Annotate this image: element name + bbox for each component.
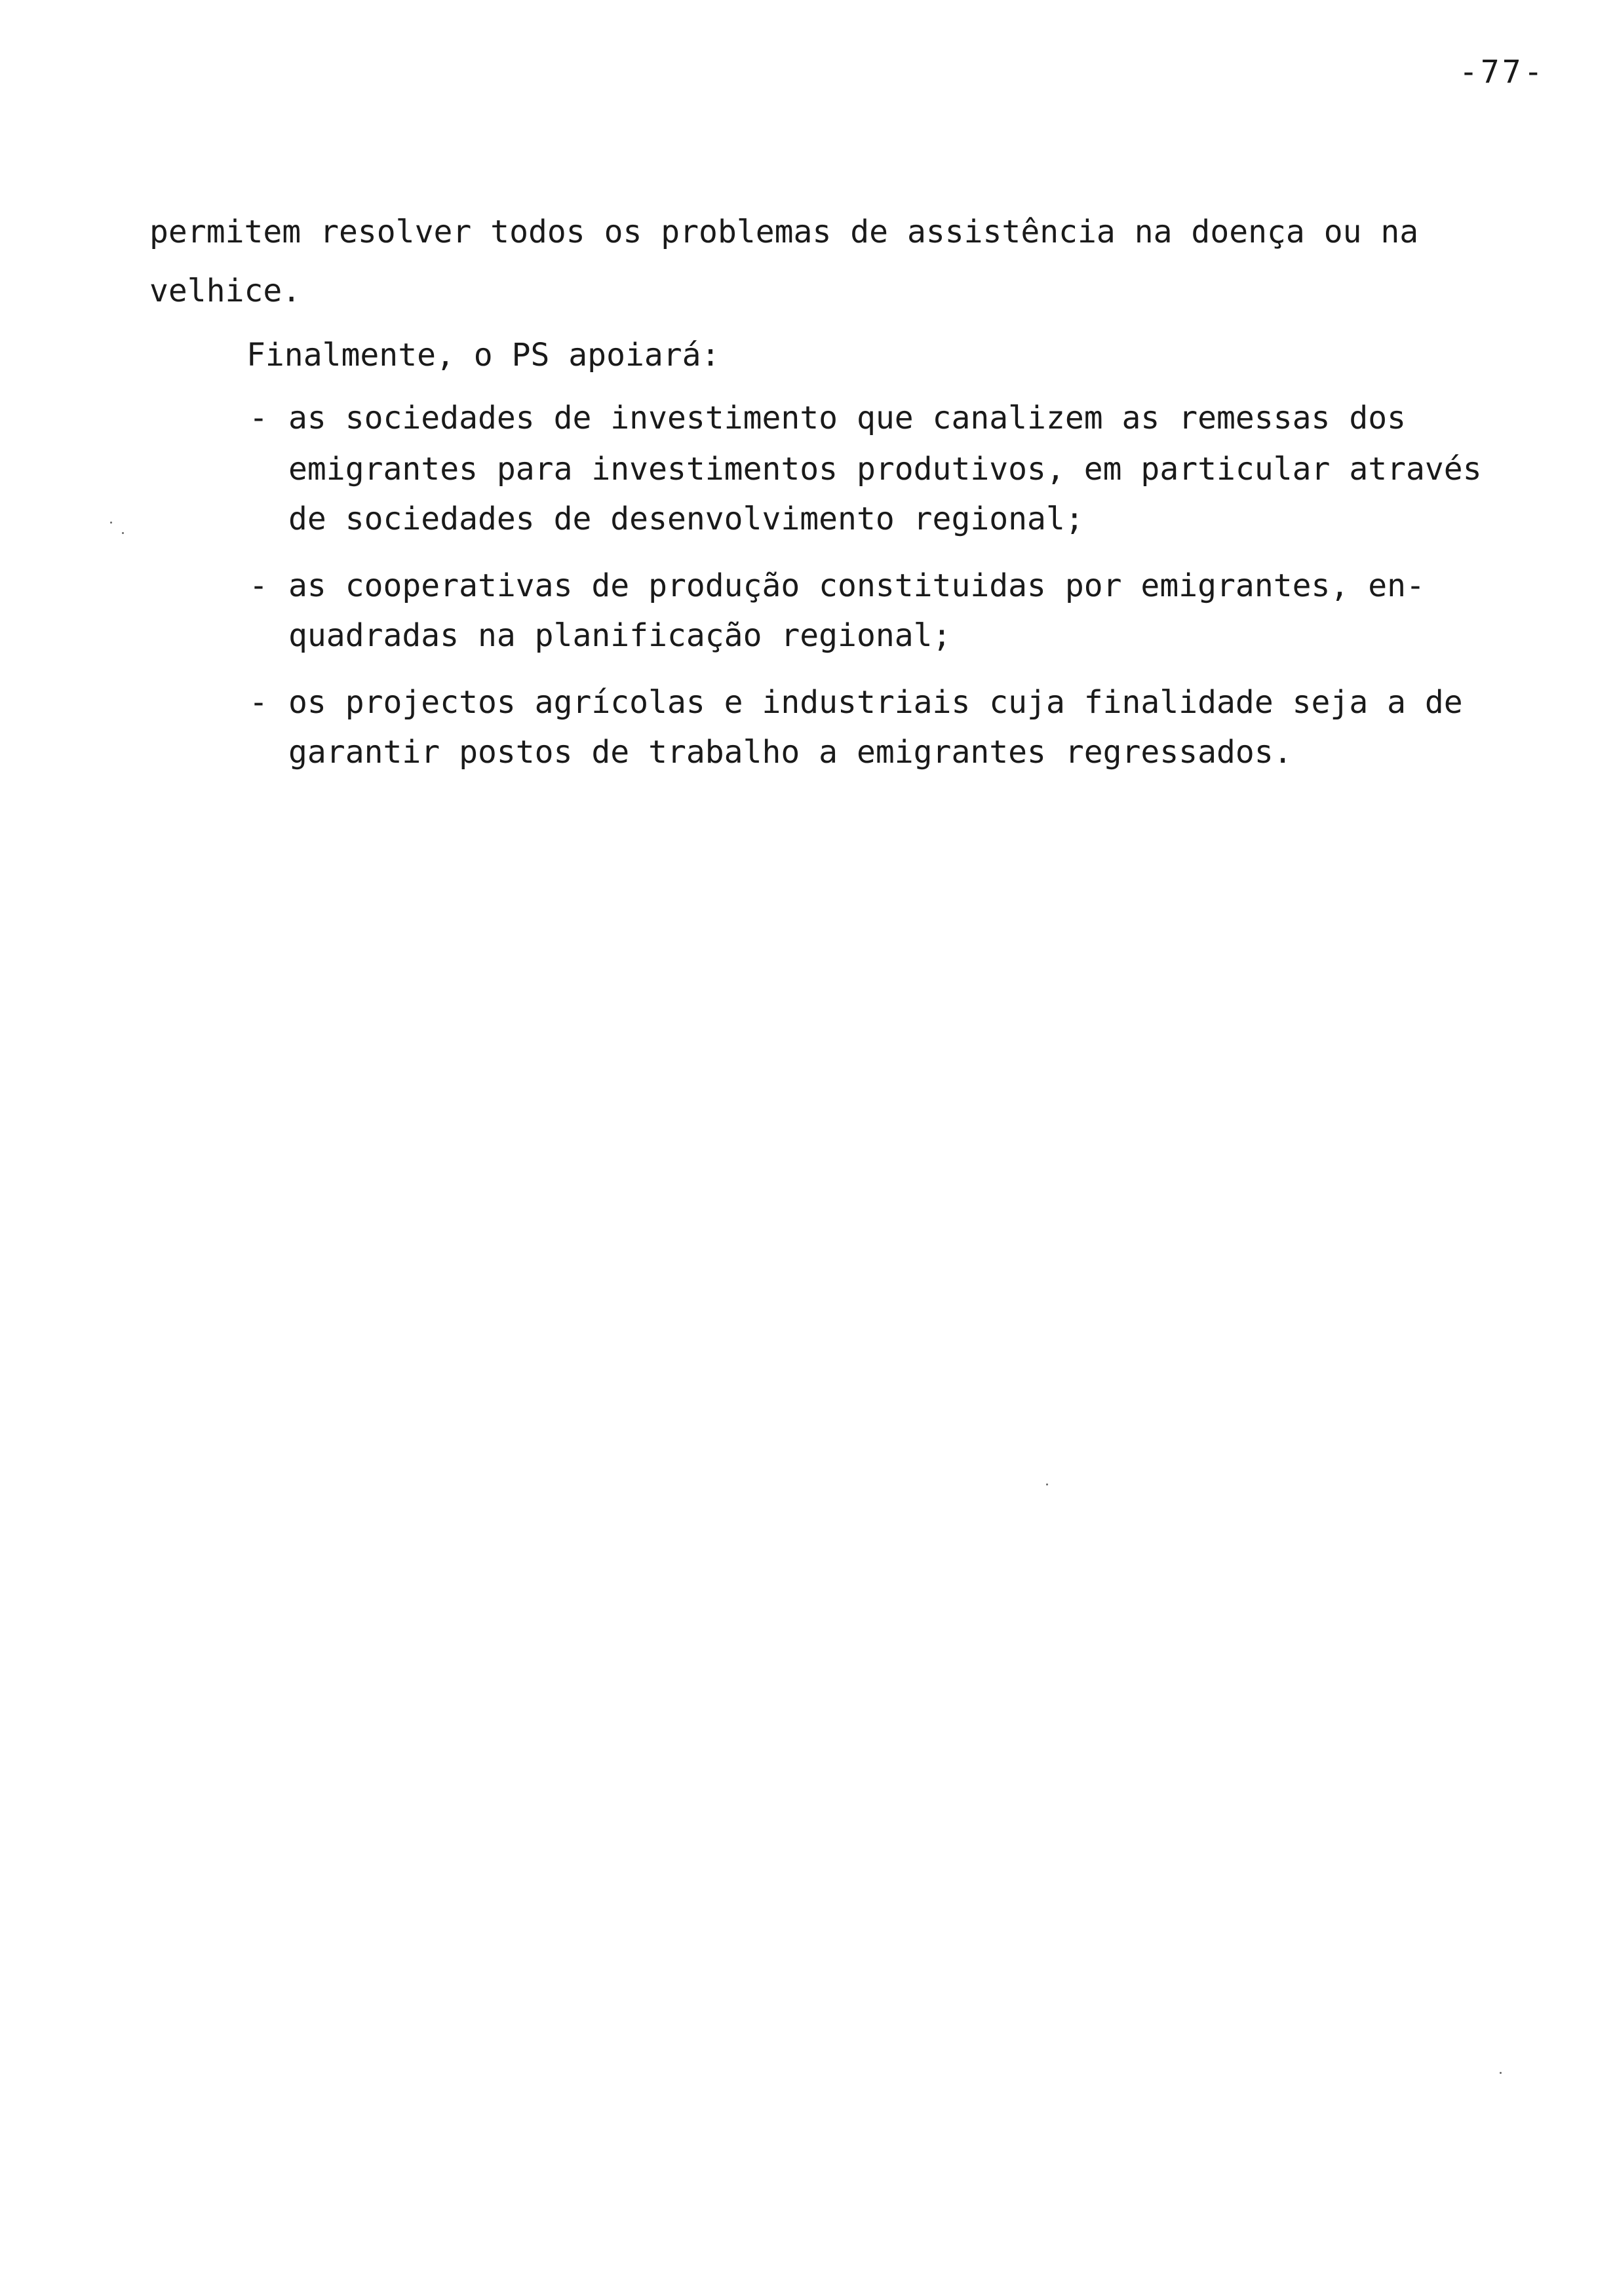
paragraph-1-line-1: permitem resolver todos os problemas de assistência na doença ou na — [149, 214, 1419, 250]
bullet-2-dash: - — [249, 567, 268, 604]
scan-speck — [110, 522, 112, 524]
scan-speck — [1046, 1483, 1048, 1485]
scan-speck — [1500, 2072, 1502, 2074]
paragraph-1-line-2: velhice. — [149, 273, 302, 309]
bullet-3-dash: - — [249, 684, 268, 721]
bullet-1-line-3: de sociedades de desenvolvimento regional; — [288, 501, 1084, 537]
bullet-3-line-2: garantir postos de trabalho a emigrantes regressados. — [288, 734, 1293, 771]
paragraph-2-intro: Finalmente, o PS apoiará: — [246, 337, 720, 373]
scan-speck — [122, 532, 124, 534]
bullet-2-line-2: quadradas na planificação regional; — [288, 617, 952, 654]
bullet-1-dash: - — [249, 400, 268, 436]
bullet-1-line-2: emigrantes para investimentos produtivos, em particular através — [288, 451, 1482, 488]
bullet-2-line-1: as cooperativas de produção constituidas por emigrantes, en- — [288, 567, 1425, 604]
bullet-1-line-1: as sociedades de investimento que canalizem as remessas dos — [288, 400, 1407, 436]
page-number: -77- — [1459, 54, 1546, 90]
bullet-3-line-1: os projectos agrícolas e industriais cuja finalidade seja a de — [288, 684, 1463, 721]
